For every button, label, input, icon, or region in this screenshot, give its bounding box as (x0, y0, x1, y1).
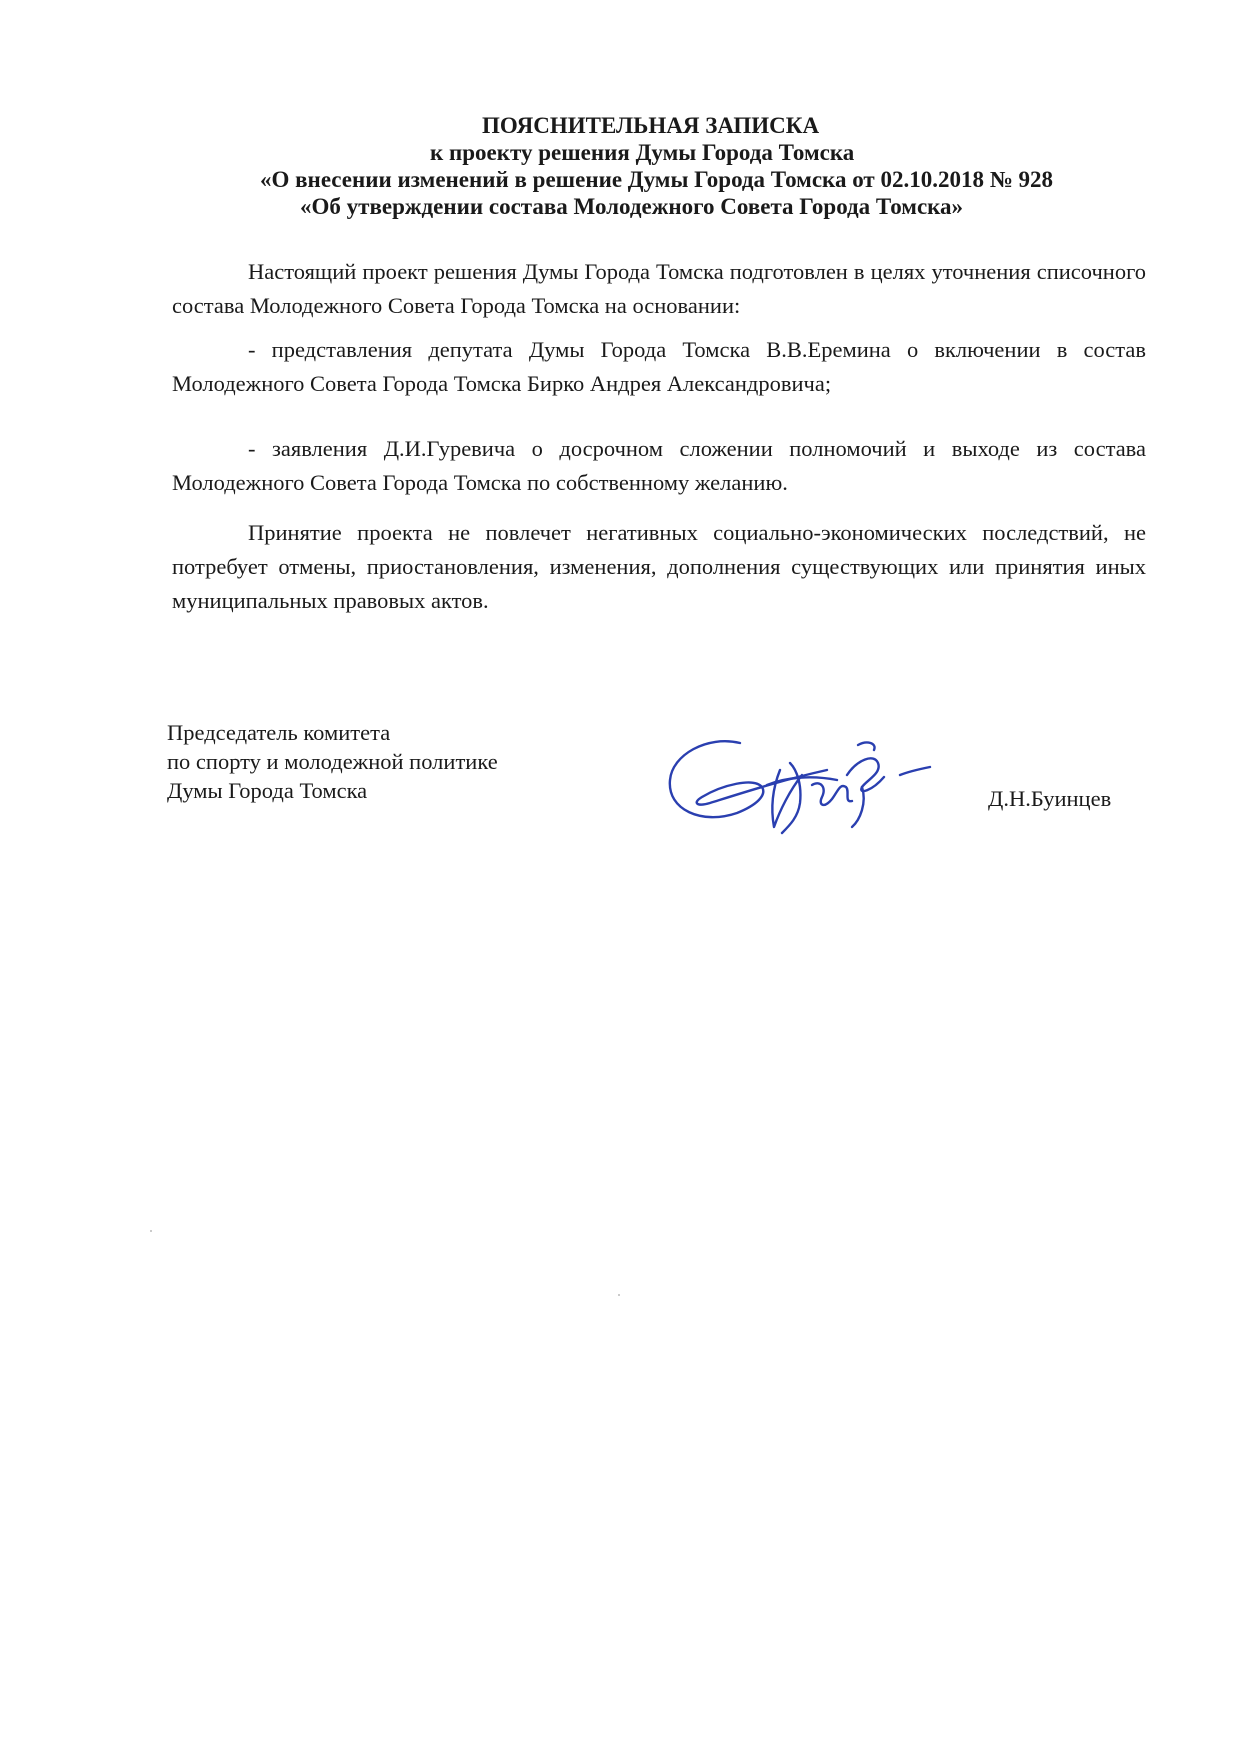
signatory-position (167, 718, 498, 805)
paragraph-resignation: - заявления Д.И.Гуревича о досрочном сложении полномочий и выходе из состава Молодежного Совета Города Томска по собственному желанию. (172, 436, 1146, 495)
title-line-1: ПОЯСНИТЕЛЬНАЯ ЗАПИСКА (482, 113, 820, 138)
scan-speck (150, 1230, 152, 1232)
paragraph-consequences: Принятие проекта не повлечет негативных социально-экономических последствий, не потребует отмены, приостановления, изменения, дополнения существующих или принятия иных муниципальных правовых актов. (172, 520, 1146, 613)
position-line-2: по спорту и молодежной политике (167, 749, 498, 774)
handwritten-signature (662, 725, 952, 840)
title-line-4: «Об утверждении состава Молодежного Совета Города Томска» (300, 194, 964, 219)
paragraph-purpose: Настоящий проект решения Думы Города Томска подготовлен в целях уточнения списочного состава Молодежного Совета Города Томска на основании: (172, 259, 1146, 318)
title-line-3: «О внесении изменений в решение Думы Города Томска от 02.10.2018 № 928 (260, 167, 1054, 192)
position-line-3: Думы Города Томска (167, 778, 368, 803)
position-line-1: Председатель комитета (167, 720, 391, 745)
scan-speck (618, 1294, 620, 1296)
signatory-name: Д.Н.Буинцев (988, 786, 1112, 811)
title-line-2: к проекту решения Думы Города Томска (430, 140, 855, 165)
paragraph-inclusion: - представления депутата Думы Города Томска В.В.Еремина о включении в состав Молодежного Совета Города Томска Бирко Андрея Александровича; (172, 337, 1146, 396)
